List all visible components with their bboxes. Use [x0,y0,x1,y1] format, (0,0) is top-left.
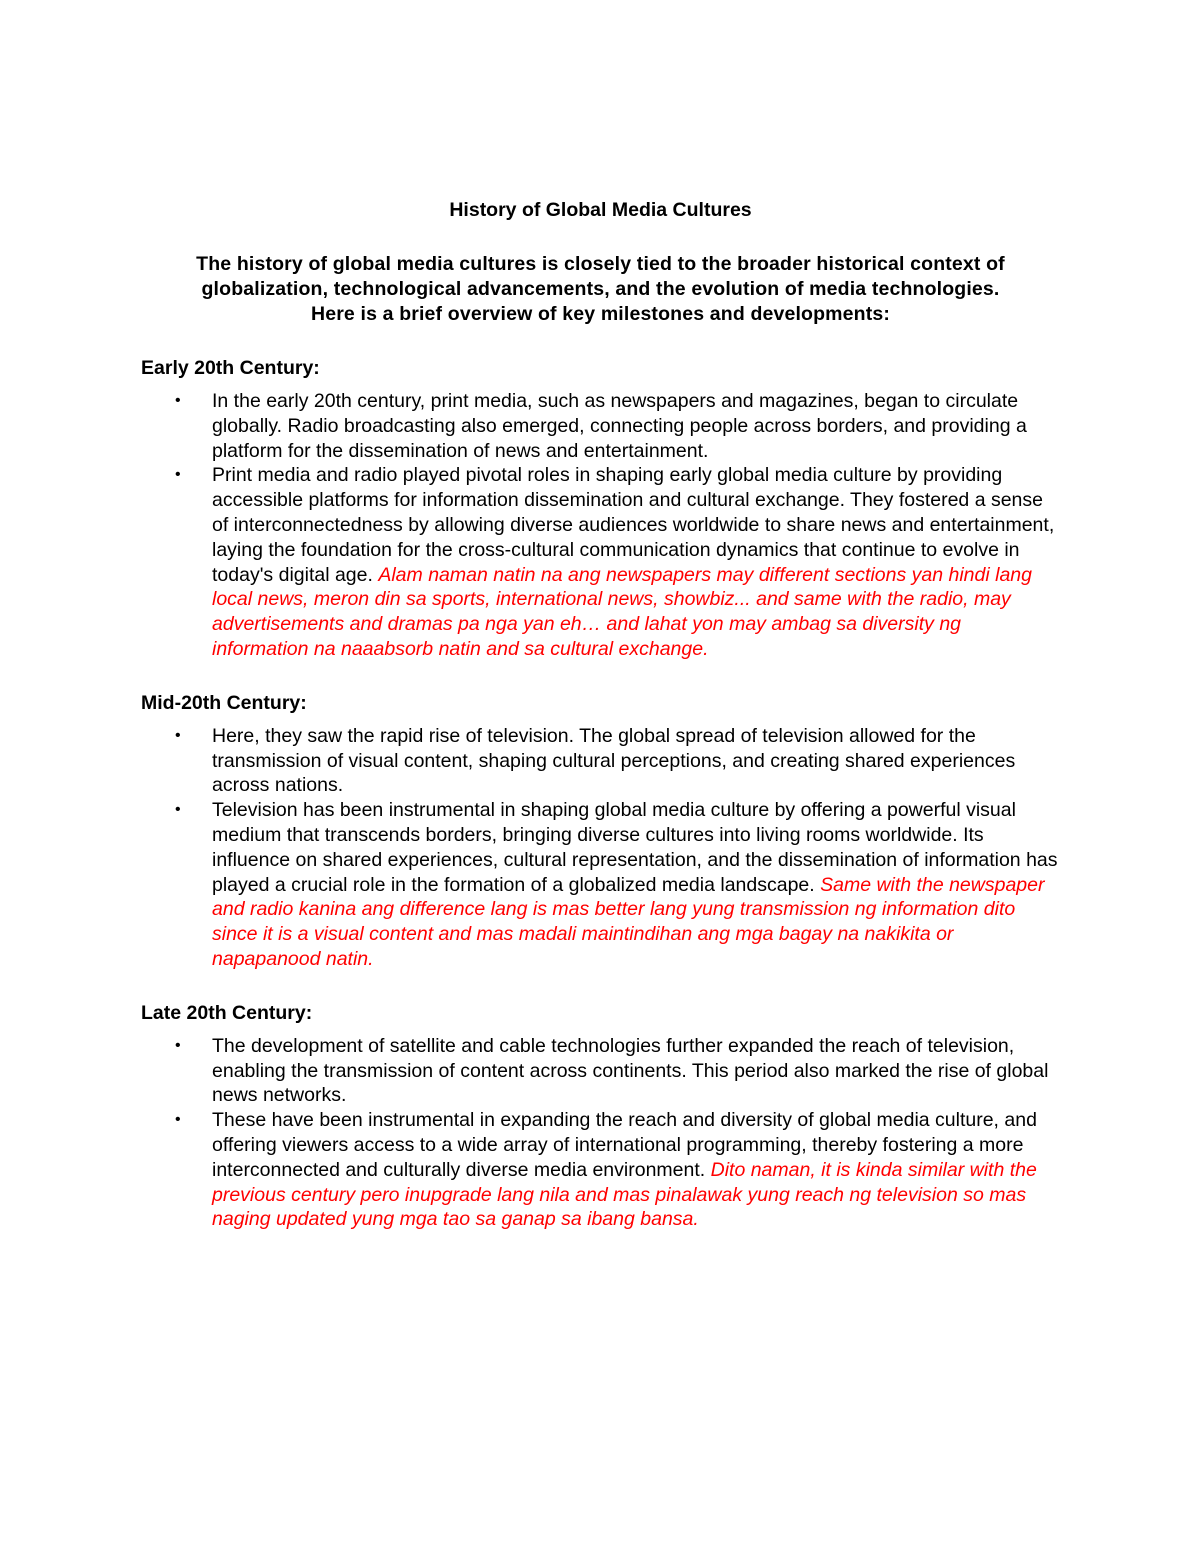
annotation-note: Dito naman, it is kinda similar with the previous century pero inupgrade lang nila and mas pinalawak yung reach ng television so mas naging updated yung mga tao sa ganap sa ibang bansa. [212,1158,1037,1231]
list-item [141,1034,1060,1108]
bullet-icon: • [175,466,181,484]
bullet-icon: • [175,801,181,819]
section-heading: Late 20th Century: [141,1001,313,1024]
list-item-text: Here, they saw the rapid rise of television. The global spread of television allowed for the transmission of visual content, shaping cultural perceptions, and creating shared experiences across nations. [212,724,1016,797]
intro-line: Here is a brief overview of key milestones and developments: [310,303,891,325]
list-item [141,798,1060,972]
section-heading: Early 20th Century: [141,357,320,379]
section-late-20th-century [141,1001,1060,1232]
list-item-text: In the early 20th century, print media, such as newspapers and magazines, began to circulate globally. Radio broadcasting also emerged, connecting people across borders, and providing a platform for the dissemination of news and entertainment. [212,390,1027,462]
annotation-note: Same with the newspaper and radio kanina ang difference lang is mas better lang yung transmission ng information dito since it is a visual content and mas madali maintindihan ang mga bagay na nakikita or napapanood natin. [212,873,1045,970]
intro-paragraph [141,252,1060,327]
intro-line: globalization, technological advancements, and the evolution of media technologies. [201,278,1000,300]
section-mid-20th-century [141,691,1060,972]
list-item [141,463,1060,661]
bullet-list [141,1034,1060,1232]
list-item-text: Print media and radio played pivotal roles in shaping early global media culture by providing accessible platforms for information dissemination and cultural exchange. They fostered a sense of interconnectedness by allowing diverse audiences worldwide to share news and entertainment, laying the foundation for the cross-cultural communication dynamics that continue to evolve in today's digital age. [212,464,1055,586]
bullet-icon: • [175,726,181,744]
list-item-text: These have been instrumental in expanding the reach and diversity of global media culture, and offering viewers access to a wide array of international programming, thereby fostering a more interconnected and culturally diverse media environment. [212,1109,1037,1181]
bullet-icon: • [175,1036,181,1054]
list-item-text: Television has been instrumental in shaping global media culture by offering a powerful visual medium that transcends borders, bringing diverse cultures into living rooms worldwide. Its influence on shared experiences, cultural representation, and the dissemination of information has played a crucial role in the formation of a globalized media landscape. [212,799,1058,896]
bullet-icon: • [175,1111,181,1129]
section-early-20th-century [141,356,1060,662]
list-item [141,389,1060,463]
section-heading: Mid-20th Century: [141,691,307,714]
bullet-list [141,724,1060,972]
bullet-list [141,389,1060,662]
list-item-text: The development of satellite and cable technologies further expanded the reach of television, enabling the transmission of content across continents. This period also marked the rise of global news networks. [212,1034,1049,1107]
list-item [141,1108,1060,1232]
document-title: History of Global Media Cultures [449,199,752,221]
list-item [141,724,1060,798]
bullet-icon: • [175,392,181,409]
intro-line: The history of global media cultures is closely tied to the broader historical context of [196,253,1005,275]
annotation-note: Alam naman natin na ang newspapers may different sections yan hindi lang local news, meron din sa sports, international news, showbiz... and same with the radio, may advertisements and dramas pa nga yan eh… and lahat yon may ambag sa diversity ng information na naaabsorb natin and sa cultural exchange. [212,563,1032,660]
